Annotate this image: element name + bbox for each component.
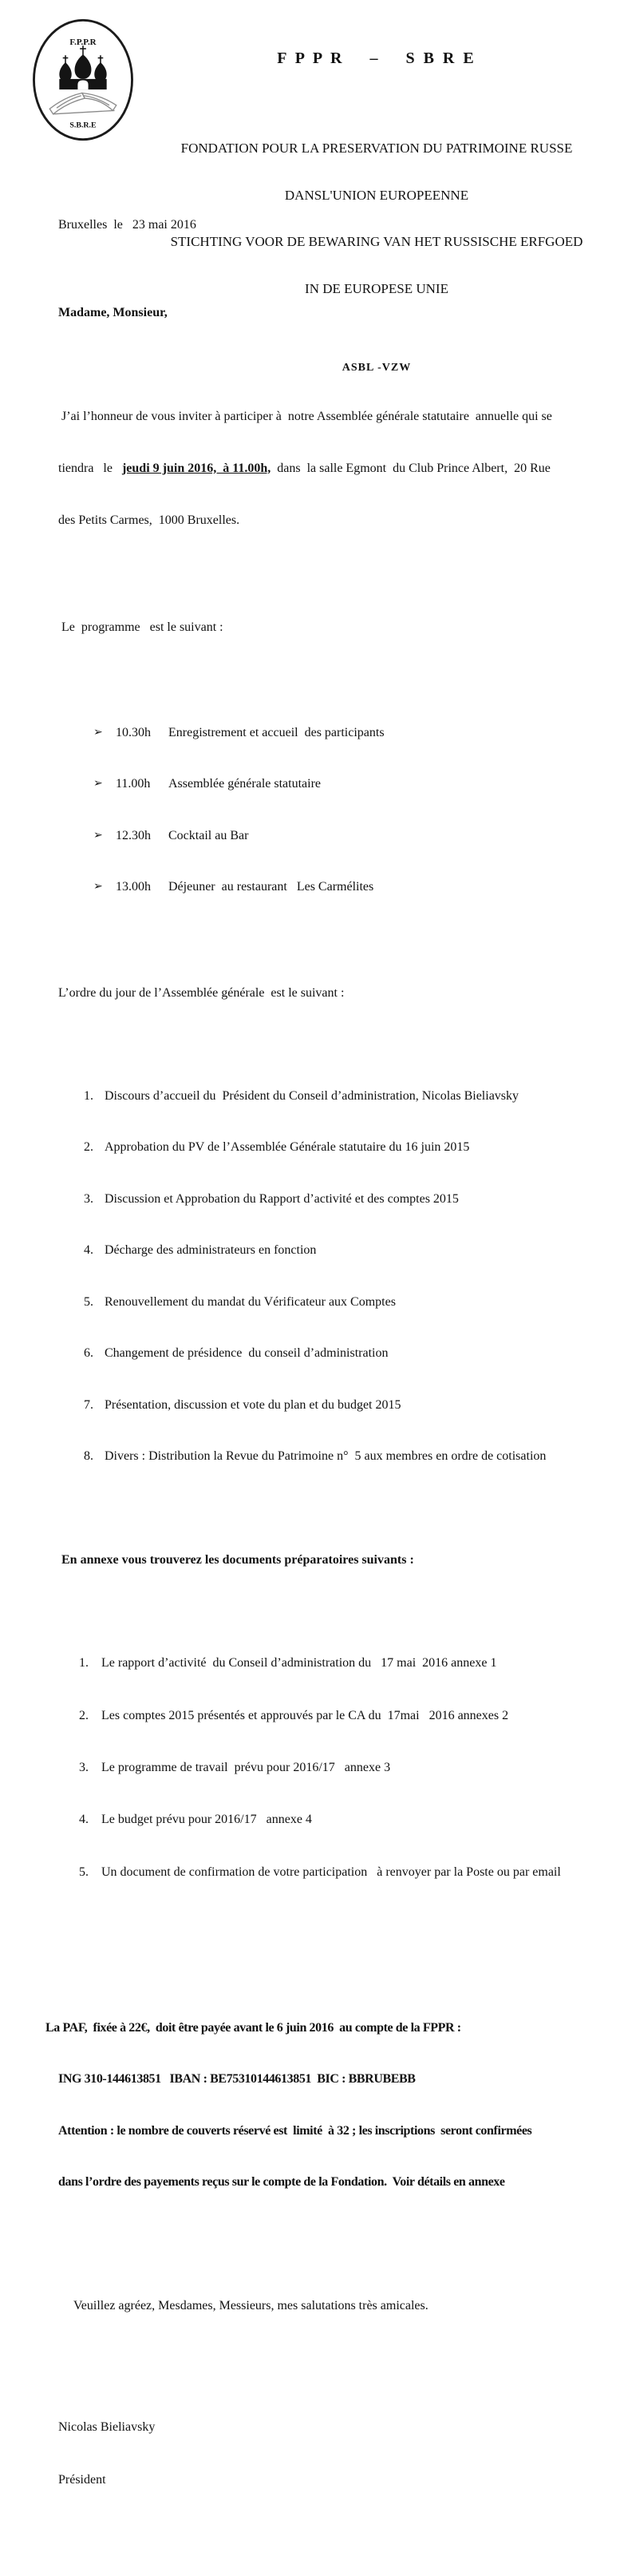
agenda-item-text: Discussion et Approbation du Rapport d’activité et des comptes 2015 [105, 1191, 459, 1206]
arrow-bullet-icon: ➢ [93, 727, 103, 739]
payment-warning-line-2: dans l’ordre des payements reçus sur le compte de la Fondation. Voir détails en annexe [58, 2175, 505, 2190]
agenda-item [58, 1242, 617, 1259]
annex-item-number: 4. [79, 1813, 89, 1827]
agenda-item-text: Discours d’accueil du Président du Conseil d’administration, Nicolas Bieliavsky [105, 1088, 519, 1103]
programme-item [58, 827, 617, 844]
programme-item [58, 878, 617, 895]
meeting-datetime: jeudi 9 juin 2016, à 11.00h, [121, 461, 271, 475]
agenda-item-text: Divers : Distribution la Revue du Patrimoine n° 5 aux membres en ordre de cotisation [105, 1449, 547, 1464]
programme-time: 13.00h [116, 879, 151, 894]
programme-label: Cocktail au Bar [168, 828, 249, 842]
annex-item [58, 1655, 617, 1672]
agenda-item-text: Changement de présidence du conseil d’administration [105, 1346, 389, 1361]
open-book-icon [49, 93, 116, 113]
annex-intro: En annexe vous trouverez les documents préparatoires suivants : [58, 1553, 414, 1567]
org-acronym-title: F P P R – S B R E [277, 50, 476, 67]
fppr-logo [30, 18, 136, 142]
agenda-item-number: 4. [84, 1243, 93, 1258]
programme-intro: Le programme est le suivant : [58, 620, 223, 634]
annex-item [58, 1707, 617, 1725]
signature-block [58, 2384, 617, 2524]
agenda-item-text: Approbation du PV de l’Assemblée Générale statutaire du 16 juin 2015 [105, 1140, 470, 1155]
payment-warning-line-1: Attention : le nombre de couverts réservé est limité à 32 ; les inscriptions seront confirmées [58, 2123, 532, 2138]
programme-item [58, 724, 617, 741]
org-name-fr-line1: FONDATION POUR LA PRESERVATION DU PATRIMOINE RUSSE [180, 141, 573, 156]
programme-label: Enregistrement et accueil des participants [168, 726, 385, 739]
closing-formula: Veuillez agréez, Mesdames, Messieurs, mes salutations très amicales. [73, 2299, 429, 2313]
intro-line-2-pre: tiendra le [58, 461, 122, 475]
agenda-intro: L’ordre du jour de l’Assemblée générale est le suivant : [58, 985, 345, 1000]
annex-item-text: Le rapport d’activité du Conseil d’administration du 17 mai 2016 annexe 1 [101, 1656, 497, 1670]
agenda-item-number: 7. [84, 1397, 93, 1412]
agenda-item-text: Présentation, discussion et vote du plan et du budget 2015 [105, 1397, 401, 1412]
programme-time: 11.00h [116, 777, 151, 791]
payment-info [45, 1985, 617, 2225]
signature-name: Nicolas Bieliavsky [58, 2420, 156, 2435]
arrow-bullet-icon: ➢ [93, 829, 103, 842]
dome-arch-icon [77, 81, 88, 90]
annex-item-number: 3. [79, 1761, 89, 1774]
agenda-item-text: Décharge des administrateurs en fonction [105, 1243, 317, 1258]
annex-item-number: 5. [79, 1865, 89, 1879]
annex-item-text: Le programme de travail prévu pour 2016/17 annexe 3 [101, 1761, 391, 1774]
org-legal-form: ASBL -VZW [342, 362, 412, 374]
agenda-item-text: Renouvellement du mandat du Vérificateur aux Comptes [105, 1294, 396, 1309]
org-name-nl-line1: STICHTING VOOR DE BEWARING VAN HET RUSSISCHE ERFGOED [170, 234, 583, 249]
annex-item-number: 2. [79, 1708, 89, 1722]
agenda-item [58, 1088, 617, 1105]
salutation: Madame, Monsieur, [58, 305, 168, 319]
agenda-item-number: 6. [84, 1346, 93, 1361]
agenda-item [58, 1294, 617, 1311]
programme-list [58, 690, 617, 929]
intro-line-2 [58, 460, 617, 478]
date-line: Bruxelles le 23 mai 2016 [58, 217, 196, 232]
annex-item [58, 1864, 617, 1881]
annex-item-text: Les comptes 2015 présentés et approuvés par le CA du 17mai 2016 annexes 2 [101, 1708, 509, 1722]
org-name-fr-line2: DANSL'UNION EUROPEENNE [284, 187, 469, 203]
agenda-item [58, 1345, 617, 1362]
agenda-item [58, 1397, 617, 1414]
intro-line-1: J’ai l’honneur de vous inviter à participer à notre Assemblée générale statutaire annuelle qui se [58, 409, 552, 423]
annex-item-number: 1. [79, 1656, 89, 1670]
programme-time: 10.30h [116, 726, 151, 739]
logo-bottom-label: S.B.R.E [69, 121, 97, 130]
agenda-item [58, 1139, 617, 1156]
arrow-bullet-icon: ➢ [93, 778, 103, 791]
agenda-item [58, 1448, 617, 1465]
intro-line-3: des Petits Carmes, 1000 Bruxelles. [58, 513, 240, 527]
programme-item [58, 775, 617, 792]
agenda-item-number: 3. [84, 1191, 93, 1206]
payment-amount-line: La PAF, fixée à 22€, doit être payée avant le 6 juin 2016 au compte de la FPPR : [45, 2020, 461, 2035]
bank-account-line: ING 310-144613851 IBAN : BE75310144613851 BIC : BBRUBEBB [58, 2072, 416, 2087]
annex-list [58, 1620, 617, 1916]
programme-label: Assemblée générale statutaire [168, 777, 322, 791]
agenda-item [58, 1191, 617, 1208]
arrow-bullet-icon: ➢ [93, 880, 103, 893]
agenda-item-number: 5. [84, 1294, 93, 1309]
annex-item [58, 1759, 617, 1777]
annex-item-text: Un document de confirmation de votre participation à renvoyer par la Poste ou par email [101, 1865, 561, 1879]
letter-body [45, 164, 617, 2576]
agenda-item-number: 1. [84, 1088, 93, 1103]
annex-item [58, 1811, 617, 1829]
annex-item-text: Le budget prévu pour 2016/17 annexe 4 [101, 1813, 312, 1827]
programme-time: 12.30h [116, 828, 151, 842]
agenda-item-number: 2. [84, 1140, 93, 1155]
logo-top-label: F.P.P.R [69, 38, 97, 48]
org-name-nl-line2: IN DE EUROPESE UNIE [305, 280, 448, 296]
programme-label: Déjeuner au restaurant Les Carmélites [168, 879, 374, 894]
intro-paragraph [58, 374, 617, 564]
signature-title: Président [58, 2473, 106, 2487]
agenda-list [58, 1053, 617, 1500]
agenda-item-number: 8. [84, 1449, 93, 1464]
intro-line-2-post: dans la salle Egmont du Club Prince Albert, 20 Rue [271, 461, 551, 475]
